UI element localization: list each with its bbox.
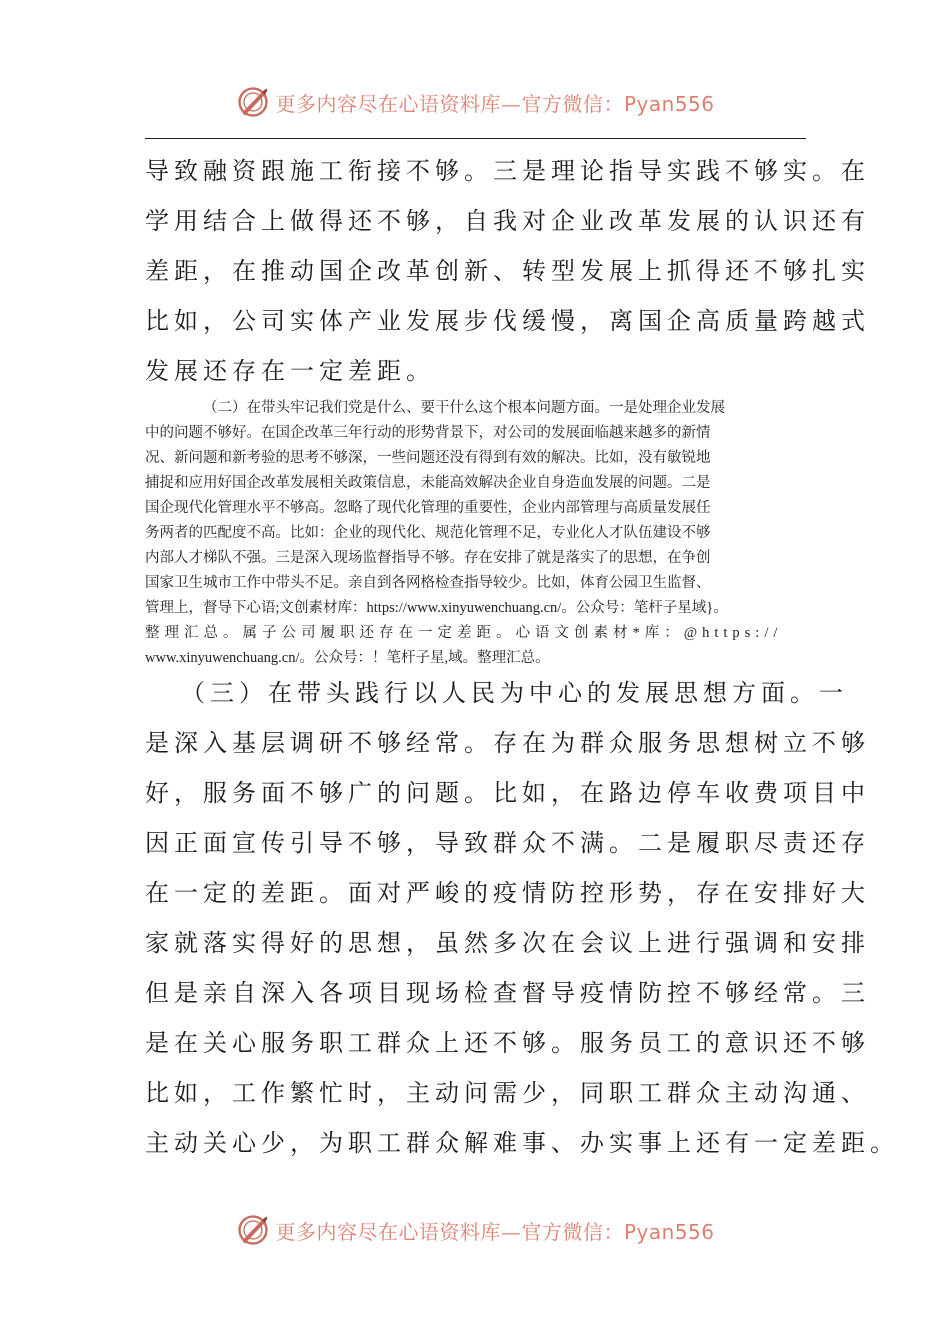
paragraph-line: 主动关心少，为职工群众解难事、办实事上还有一定差距。 (145, 1129, 899, 1157)
paragraph-line: 整理汇总。属子公司履职还存在一定差距。心语文创素材*库：@https:// (145, 625, 783, 641)
paragraph-line: www.xinyuwenchuang.cn/。公众号：！笔杆子星,域。整理汇总。 (145, 650, 550, 666)
paragraph-line: 发展还存在一定差距。 (145, 357, 435, 385)
wechat-id: Pyan556 (623, 1219, 715, 1244)
paragraph-line: 务两者的匹配度不高。比如：企业的现代化、规范化管理不足，专业化人才队伍建设不够 (145, 525, 711, 541)
paragraph-line: 比如，工作繁忙时，主动问需少，同职工群众主动沟通、 (145, 1079, 870, 1107)
paragraph-line: 导致融资跟施工衔接不够。三是理论指导实践不够实。在 (145, 157, 870, 185)
wechat-id: Pyan556 (623, 91, 715, 116)
footer-brand (275, 1216, 714, 1245)
paragraph-line: （二）在带头牢记我们党是什么、要干什么这个根本问题方面。一是处理企业发展 (203, 400, 725, 416)
brand-dash: — (500, 1219, 522, 1244)
paragraph-line: 因正面宣传引导不够，导致群众不满。二是履职尽责还存 (145, 829, 870, 857)
paragraph-line: （三）在带头践行以人民为中心的发展思想方面。一 (181, 679, 848, 707)
paragraph-line: 国企现代化管理水平不够高。忽略了现代化管理的重要性，企业内部管理与高质量发展任 (145, 500, 711, 516)
paragraph-line: 内部人才梯队不强。三是深入现场监督指导不够。存在安排了就是落实了的思想，在争创 (145, 550, 711, 566)
brand-text: 更多内容尽在心语资料库 (275, 1219, 501, 1244)
paragraph-line: 是在关心服务职工群众上还不够。服务员工的意识还不够 (145, 1029, 870, 1057)
section-2-text (145, 396, 810, 671)
paragraph-line: 差距，在推动国企改革创新、转型发展上抓得还不够扎实 (145, 257, 870, 285)
header-brand (275, 88, 714, 117)
paragraph-line: 管理上，督导下心语;文创素材库：https://www.xinyuwenchuang.cn/。公众号：笔杆子星域}。 (145, 600, 728, 616)
paragraph-line: 家就落实得好的思想，虽然多次在会议上进行强调和安排 (145, 929, 870, 957)
paragraph-line: 况、新问题和新考验的思考不够深，一些问题还没有得到有效的解决。比如，没有敏锐地 (145, 450, 711, 466)
paragraph-line: 好，服务面不够广的问题。比如，在路边停车收费项目中 (145, 779, 870, 807)
stamp-seal-icon (235, 1212, 271, 1248)
stamp-seal-icon (235, 84, 271, 120)
paragraph-line: 但是亲自深入各项目现场检查督导疫情防控不够经常。三 (145, 979, 870, 1007)
paragraph-line: 学用结合上做得还不够，自我对企业改革发展的认识还有 (145, 207, 870, 235)
paragraph-line: 捕捉和应用好国企改革发展相关政策信息，未能高效解决企业自身造血发展的问题。二是 (145, 475, 711, 491)
header-rule (145, 138, 806, 139)
wechat-label: 官方微信： (521, 91, 624, 116)
paragraph-line: 国家卫生城市工作中带头不足。亲自到各网格检查指导较少。比如，体育公园卫生监督、 (145, 575, 711, 591)
paragraph-line: 是深入基层调研不够经常。存在为群众服务思想树立不够 (145, 729, 870, 757)
paragraph-line: 在一定的差距。面对严峻的疫情防控形势，存在安排好大 (145, 879, 870, 907)
page-footer (0, 1210, 950, 1250)
brand-dash: — (500, 91, 522, 116)
page-header (0, 82, 950, 122)
section-1-text (145, 146, 870, 396)
brand-text: 更多内容尽在心语资料库 (275, 91, 501, 116)
paragraph-line: 比如，公司实体产业发展步伐缓慢，离国企高质量跨越式 (145, 307, 870, 335)
section-3-text (145, 668, 899, 1168)
wechat-label: 官方微信： (521, 1219, 624, 1244)
paragraph-line: 中的问题不够好。在国企改革三年行动的形势背景下，对公司的发展面临越来越多的新情 (145, 425, 711, 441)
